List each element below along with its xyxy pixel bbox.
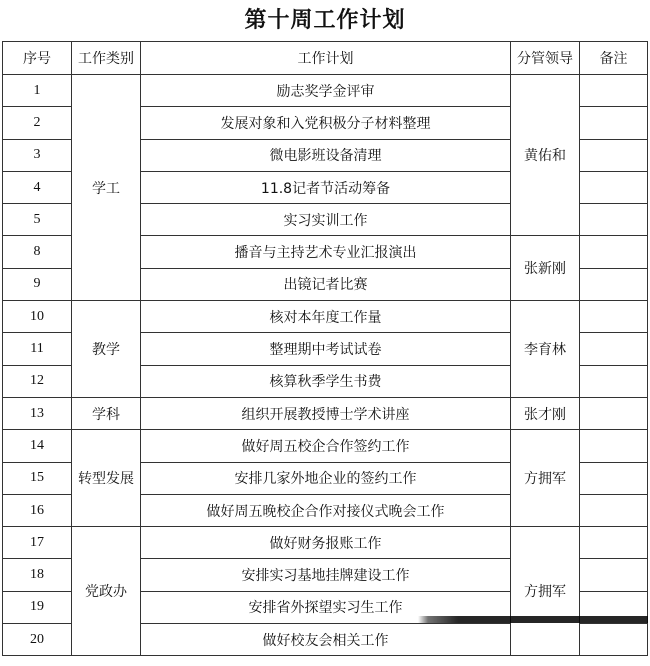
header-category: 工作类别 bbox=[72, 42, 141, 75]
row-task: 励志奖学金评审 bbox=[141, 75, 511, 107]
row-task: 出镜记者比赛 bbox=[141, 268, 511, 300]
row-seq: 14 bbox=[3, 430, 72, 462]
row-remark bbox=[580, 139, 648, 171]
row-task: 播音与主持艺术专业汇报演出 bbox=[141, 236, 511, 268]
page-title: 第十周工作计划 bbox=[244, 7, 406, 33]
header-leader: 分管领导 bbox=[511, 42, 580, 75]
row-task: 安排实习基地挂牌建设工作 bbox=[141, 559, 511, 591]
row-task: 做好财务报账工作 bbox=[141, 527, 511, 559]
row-seq: 1 bbox=[3, 75, 72, 107]
row-task: 做好周五晚校企合作对接仪式晚会工作 bbox=[141, 494, 511, 526]
row-remark bbox=[580, 236, 648, 268]
row-seq: 13 bbox=[3, 397, 72, 429]
category-cell: 党政办 bbox=[72, 527, 141, 656]
row-task: 11.8记者节活动筹备 bbox=[141, 171, 511, 203]
row-seq: 2 bbox=[3, 107, 72, 139]
row-seq: 8 bbox=[3, 236, 72, 268]
leader-cell: 张新刚 bbox=[511, 236, 580, 301]
header-plan: 工作计划 bbox=[141, 42, 511, 75]
row-task: 核对本年度工作量 bbox=[141, 301, 511, 333]
header-remark: 备注 bbox=[580, 42, 648, 75]
row-remark bbox=[580, 204, 648, 236]
row-task: 做好周五校企合作签约工作 bbox=[141, 430, 511, 462]
table-row bbox=[3, 430, 648, 462]
row-seq: 16 bbox=[3, 494, 72, 526]
row-seq: 10 bbox=[3, 301, 72, 333]
row-seq: 20 bbox=[3, 624, 72, 656]
leader-cell: 黄佑和 bbox=[511, 75, 580, 236]
row-remark bbox=[580, 624, 648, 656]
row-remark bbox=[580, 559, 648, 591]
row-task: 做好校友会相关工作 bbox=[141, 624, 511, 656]
header-seq: 序号 bbox=[3, 42, 72, 75]
leader-cell: 李育林 bbox=[511, 301, 580, 398]
leader-cell: 方拥军 bbox=[511, 527, 580, 656]
category-cell: 教学 bbox=[72, 301, 141, 398]
row-remark bbox=[580, 301, 648, 333]
category-cell: 学科 bbox=[72, 397, 141, 429]
table-row bbox=[3, 527, 648, 559]
row-seq: 4 bbox=[3, 171, 72, 203]
row-remark bbox=[580, 365, 648, 397]
table-row bbox=[3, 75, 648, 107]
row-seq: 3 bbox=[3, 139, 72, 171]
row-remark bbox=[580, 494, 648, 526]
scan-smudge bbox=[418, 616, 648, 623]
row-remark bbox=[580, 171, 648, 203]
row-remark bbox=[580, 268, 648, 300]
category-cell: 转型发展 bbox=[72, 430, 141, 527]
row-task: 安排省外探望实习生工作 bbox=[141, 591, 511, 623]
work-plan-table bbox=[2, 41, 648, 656]
row-seq: 18 bbox=[3, 559, 72, 591]
row-seq: 12 bbox=[3, 365, 72, 397]
row-task: 实习实训工作 bbox=[141, 204, 511, 236]
row-seq: 19 bbox=[3, 591, 72, 623]
row-remark bbox=[580, 397, 648, 429]
row-seq: 17 bbox=[3, 527, 72, 559]
leader-cell: 张才刚 bbox=[511, 397, 580, 429]
table-row bbox=[3, 301, 648, 333]
row-remark bbox=[580, 107, 648, 139]
leader-cell: 方拥军 bbox=[511, 430, 580, 527]
row-task: 安排几家外地企业的签约工作 bbox=[141, 462, 511, 494]
row-remark bbox=[580, 333, 648, 365]
row-seq: 5 bbox=[3, 204, 72, 236]
row-task: 微电影班设备清理 bbox=[141, 139, 511, 171]
row-task: 发展对象和入党积极分子材料整理 bbox=[141, 107, 511, 139]
row-task: 整理期中考试试卷 bbox=[141, 333, 511, 365]
row-seq: 11 bbox=[3, 333, 72, 365]
header-row bbox=[3, 42, 648, 75]
row-seq: 15 bbox=[3, 462, 72, 494]
row-seq: 9 bbox=[3, 268, 72, 300]
row-remark bbox=[580, 430, 648, 462]
table-row bbox=[3, 397, 648, 429]
row-task: 核算秋季学生书费 bbox=[141, 365, 511, 397]
row-remark bbox=[580, 527, 648, 559]
row-remark bbox=[580, 462, 648, 494]
row-remark bbox=[580, 75, 648, 107]
row-task: 组织开展教授博士学术讲座 bbox=[141, 397, 511, 429]
category-cell: 学工 bbox=[72, 75, 141, 301]
